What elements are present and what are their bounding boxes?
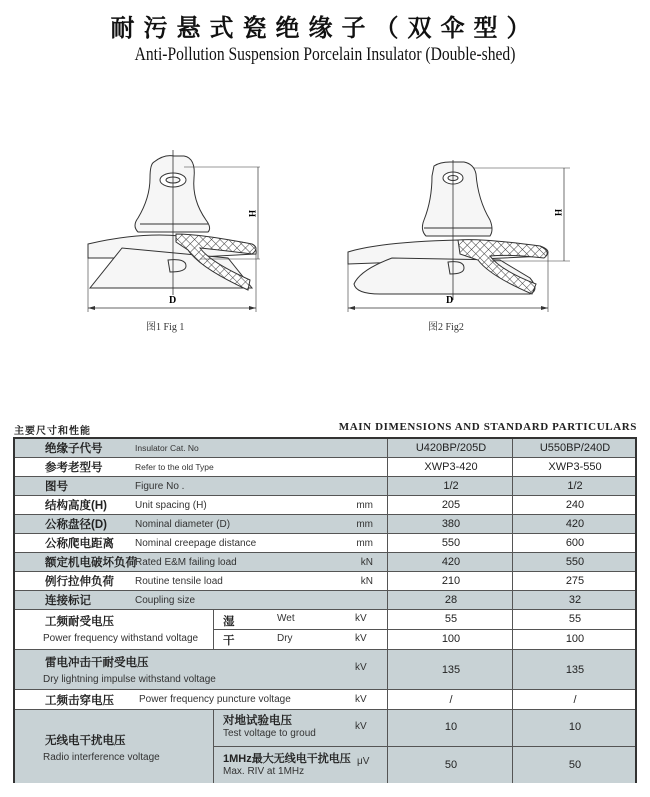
row-label-en: Rated E&M failing load [135,556,237,568]
section-title-chinese: 主要尺寸和性能 [14,426,91,437]
row-unit: kN [360,556,373,568]
sub-unit: kV [355,633,367,644]
row-unit: kV [355,694,367,705]
row-label-cn: 雷电冲击干耐受电压 [45,657,149,669]
table-row [15,534,635,553]
sub-label-en: Max. RIV at 1MHz [223,766,305,777]
row-unit: kN [360,575,373,587]
table-row-puncture [15,690,635,710]
sub-label-en: Dry [277,633,293,644]
value-model-2: 240 [565,499,585,511]
sub-label-cn: 对地试验电压 [223,715,292,727]
value-model-2-max-riv: 50 [568,759,582,771]
table-row [15,458,635,477]
table-row [15,591,635,610]
value-model-1: 1/2 [443,480,459,492]
sub-unit: μV [357,756,370,767]
row-label-cn: 工频耐受电压 [45,616,114,628]
row-label-en: Coupling size [135,594,196,606]
row-label-cn: 工频击穿电压 [45,694,114,707]
table-row [15,496,635,515]
figure-1-label-d: D [169,295,177,306]
row-label-en: Nominal diameter (D) [135,518,231,530]
figure-1-label-h: H [247,210,257,218]
figure-2-drawing [340,160,580,320]
value-model-1-max-riv: 50 [444,759,458,771]
value-model-2: 420 [565,518,585,530]
value-model-1: 380 [441,518,461,530]
value-model-1-test-voltage: 10 [444,721,458,733]
value-model-1: / [449,693,453,706]
table-row-pf-withstand [15,610,635,650]
sub-label-en: Test voltage to groud [223,728,316,739]
sub-unit: kV [355,721,367,732]
row-unit: mm [356,537,373,549]
table-row [15,515,635,534]
row-label-en: Nominal creepage distance [135,537,257,549]
row-label-cn: 连接标记 [45,595,91,607]
value-model-1-wet: 55 [444,613,458,625]
sub-label-cn: 1MHz最大无线电干扰电压 [223,753,351,765]
table-row [15,439,635,458]
value-model-1: 135 [441,663,461,676]
row-label-en: Figure No . [135,480,185,492]
row-unit: mm [356,518,373,530]
row-label-cn: 公称爬电距离 [45,538,114,550]
row-label-en: Refer to the old Type [135,462,214,472]
row-label-cn: 结构高度(H) [45,500,107,512]
value-model-2: U550BP/240D [539,442,611,454]
value-model-2-wet: 55 [568,613,582,625]
figure-1-caption: 图1 Fig 1 [146,322,185,333]
row-label-cn: 无线电干扰电压 [45,735,126,747]
value-model-2: XWP3-550 [548,461,602,473]
table-row-lightning [15,650,635,690]
figure-2-label-d: D [446,295,454,306]
table-row-riv [15,710,635,783]
row-label-cn: 参考老型号 [45,462,103,474]
table-row [15,477,635,496]
value-model-1: 550 [441,537,461,549]
sub-label-en: Wet [277,613,295,624]
row-label-en: Radio interference voltage [43,752,160,763]
value-model-1: XWP3-420 [424,461,478,473]
row-label-cn: 例行拉伸负荷 [45,576,114,588]
row-label-en: Dry lightning impulse withstand voltage [43,674,216,685]
figure-1-drawing [80,150,300,320]
value-model-1: 205 [441,499,461,511]
row-label-cn: 图号 [45,481,68,493]
value-model-2-test-voltage: 10 [568,721,582,733]
sub-label-cn: 干 [223,635,235,647]
value-model-2: / [573,693,577,706]
section-title-english: MAIN DIMENSIONS AND STANDARD PARTICULARS [338,421,637,433]
value-model-2: 1/2 [567,480,583,492]
row-label-cn: 额定机电破坏负荷 [45,557,137,569]
value-model-2: 275 [565,575,585,587]
value-model-1: 210 [441,575,461,587]
row-label-cn: 绝缘子代号 [45,443,103,455]
figure-2-label-h: H [553,209,563,217]
row-unit: kV [355,662,367,673]
value-model-2: 600 [565,537,585,549]
sub-label-cn: 湿 [223,616,235,628]
row-label-en: Insulator Cat. No [135,443,199,453]
row-label-en: Power frequency puncture voltage [139,694,291,705]
page-title-english: Anti-Pollution Suspension Porcelain Insulator (Double-shed) [134,44,516,65]
row-unit: mm [356,499,373,511]
value-model-2: 32 [568,594,582,606]
table-row [15,553,635,572]
row-label-en: Routine tensile load [135,575,223,587]
sub-unit: kV [355,613,367,624]
value-model-2-dry: 100 [565,633,585,645]
value-model-1: 28 [444,594,458,606]
table-row [15,572,635,591]
row-label-en: Power frequency withstand voltage [43,633,199,644]
value-model-2: 550 [565,556,585,568]
value-model-1: 420 [441,556,461,568]
row-label-cn: 公称盘径(D) [45,519,107,531]
figure-2-caption: 图2 Fig2 [428,322,464,333]
value-model-1-dry: 100 [441,633,461,645]
specifications-table [13,437,637,783]
row-label-en: Unit spacing (H) [135,499,207,511]
value-model-2: 135 [565,663,585,676]
value-model-1: U420BP/205D [415,442,487,454]
page-title-chinese: 耐污悬式瓷绝缘子（双伞型） [110,13,540,42]
